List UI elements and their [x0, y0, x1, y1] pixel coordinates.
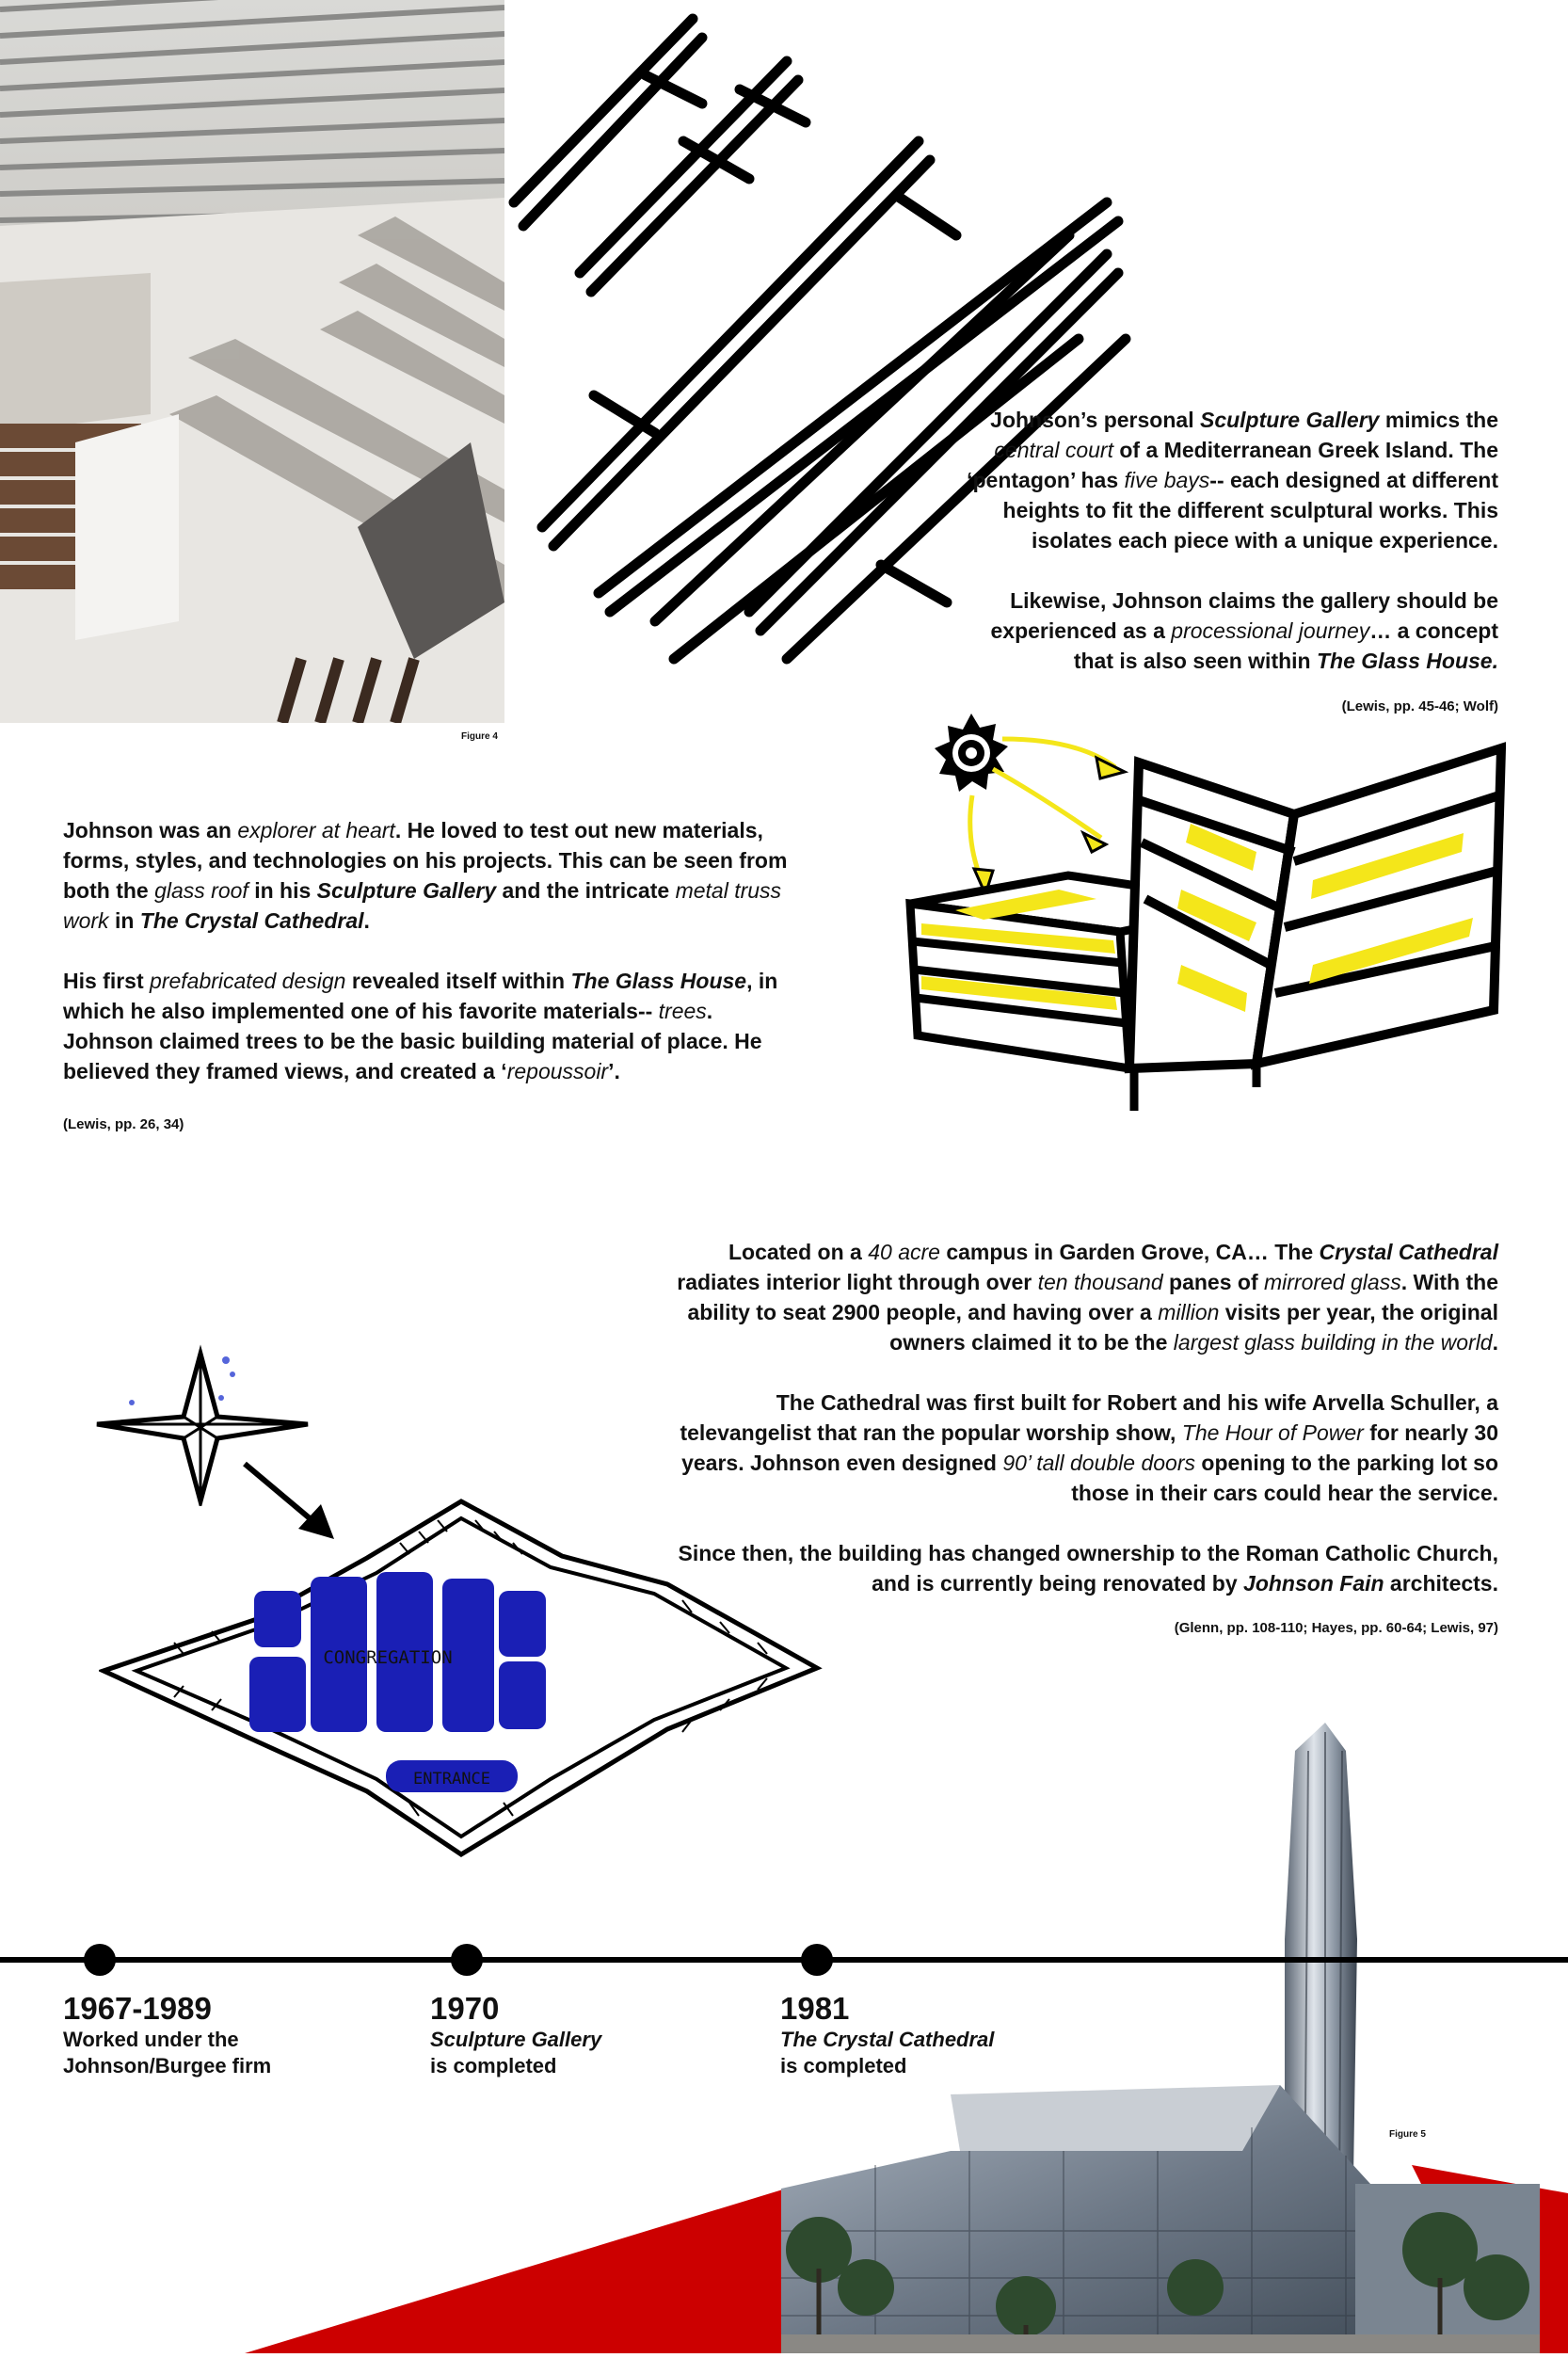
- cathedral-plan-sketch: [99, 1492, 824, 1859]
- text-run: 90’ tall double doors: [1002, 1451, 1195, 1475]
- text-run: that is also seen within: [1073, 649, 1317, 673]
- timeline-event: [430, 1991, 601, 2079]
- text-run: years. Johnson even designed: [681, 1451, 1003, 1475]
- sun-icon: [935, 714, 1008, 792]
- text-run: visits per year, the original: [1219, 1300, 1498, 1324]
- congregation-label: CONGREGATION: [323, 1647, 453, 1668]
- text-run: both the: [63, 878, 155, 903]
- text-run: million: [1158, 1300, 1220, 1324]
- text-run: Likewise, Johnson claims the gallery should be: [1010, 588, 1498, 613]
- text-run: .: [1492, 1330, 1498, 1355]
- text-run: The Hour of Power: [1181, 1420, 1364, 1445]
- text-run: architects.: [1384, 1571, 1498, 1596]
- timeline-line: [0, 1957, 1568, 1963]
- text-run: of a Mediterranean Greek Island. The: [1112, 438, 1498, 462]
- sun-gallery-sketch: [899, 711, 1506, 1120]
- text-run: metal truss: [675, 878, 782, 903]
- text-run: those in their cars could hear the service.: [1071, 1481, 1498, 1505]
- text-run: which he also implemented one of his favorite materials--: [63, 999, 659, 1023]
- sculpture-paragraph-2: [847, 585, 1498, 676]
- text-run: central court: [994, 438, 1113, 462]
- text-run: .: [363, 908, 370, 933]
- timeline-year: 1970: [430, 1991, 500, 2026]
- cathedral-paragraph-2: [565, 1388, 1498, 1508]
- text-run: televangelist that ran the popular worship show,: [680, 1420, 1182, 1445]
- explorer-text: [63, 815, 872, 1116]
- text-run: Sculpture Gallery: [430, 2028, 602, 2051]
- sculpture-citation: (Lewis, pp. 45-46; Wolf): [1341, 698, 1498, 714]
- explorer-paragraph-1: [63, 815, 872, 936]
- text-run: glass roof: [154, 878, 248, 903]
- timeline-year: 1981: [780, 1991, 850, 2026]
- text-run: Sculpture Gallery: [1199, 408, 1380, 432]
- text-run: -- each designed at different: [1209, 468, 1498, 492]
- figure-4-caption: Figure 4: [461, 731, 498, 742]
- sculpture-gallery-text: [847, 405, 1498, 706]
- text-run: trees: [658, 999, 707, 1023]
- text-run: in: [108, 908, 140, 933]
- timeline-desc: Worked under the: [63, 2028, 239, 2051]
- text-run: Located on a: [728, 1240, 869, 1264]
- text-run: . With the: [1400, 1270, 1498, 1294]
- text-run: 40 acre: [868, 1240, 940, 1264]
- text-run: His first: [63, 969, 151, 993]
- entrance-label: ENTRANCE: [413, 1770, 490, 1789]
- timeline-desc: is completed: [430, 2054, 557, 2077]
- timeline-desc: [430, 2027, 601, 2053]
- text-run: largest glass building in the world: [1173, 1330, 1493, 1355]
- text-run: The Crystal Cathedral: [780, 2028, 995, 2051]
- text-run: The Glass House.: [1316, 649, 1498, 673]
- cathedral-paragraph-1: [565, 1237, 1498, 1357]
- text-run: The Crystal Cathedral: [139, 908, 364, 933]
- text-run: , in: [746, 969, 778, 993]
- text-run: mirrored glass: [1264, 1270, 1401, 1294]
- gallery-photo: [0, 0, 504, 723]
- text-run: isolates each piece with a unique experience.: [1032, 528, 1498, 553]
- text-run: Johnson claimed trees to be the basic building material of place. He: [63, 1029, 762, 1053]
- text-run: Johnson was an: [63, 818, 238, 842]
- text-run: revealed itself within: [345, 969, 571, 993]
- text-run: . He loved to test out new materials,: [394, 818, 763, 842]
- text-run: opening to the parking lot so: [1195, 1451, 1498, 1475]
- text-run: owners claimed it to be the: [889, 1330, 1174, 1355]
- text-run: and is currently being renovated by: [872, 1571, 1244, 1596]
- text-run: panes of: [1162, 1270, 1264, 1294]
- text-run: Sculpture Gallery: [316, 878, 497, 903]
- text-run: .: [706, 999, 713, 1023]
- timeline-event: [780, 1991, 994, 2079]
- text-run: work: [63, 908, 109, 933]
- text-run: repoussoir: [506, 1059, 609, 1083]
- text-run: heights to fit the different sculptural works. This: [1002, 498, 1498, 522]
- timeline-dot-3: [801, 1944, 833, 1976]
- timeline-desc: is completed: [780, 2054, 907, 2077]
- explorer-citation: (Lewis, pp. 26, 34): [63, 1116, 184, 1132]
- text-run: experienced as a: [990, 618, 1172, 643]
- text-run: in his: [248, 878, 317, 903]
- sculpture-paragraph-1: [847, 405, 1498, 555]
- text-run: explorer at heart: [237, 818, 395, 842]
- cathedral-citation: (Glenn, pp. 108-110; Hayes, pp. 60-64; Lewis, 97): [1174, 1620, 1498, 1636]
- text-run: five bays: [1124, 468, 1210, 492]
- figure-5-caption: Figure 5: [1389, 2129, 1426, 2140]
- text-run: processional journey: [1171, 618, 1370, 643]
- text-run: campus in Garden Grove, CA… The: [939, 1240, 1320, 1264]
- text-run: ten thousand: [1037, 1270, 1163, 1294]
- timeline-dot-2: [451, 1944, 483, 1976]
- text-run: ’.: [608, 1059, 620, 1083]
- text-run: believed they framed views, and created a ‘: [63, 1059, 507, 1083]
- text-run: Johnson Fain: [1243, 1571, 1384, 1596]
- text-run: … a concept: [1369, 618, 1498, 643]
- text-run: mimics the: [1379, 408, 1498, 432]
- timeline-desc: [780, 2027, 994, 2053]
- text-run: and the intricate: [496, 878, 676, 903]
- text-run: Crystal Cathedral: [1319, 1240, 1498, 1264]
- timeline-event: [63, 1991, 271, 2079]
- timeline-desc: Johnson/Burgee firm: [63, 2054, 272, 2077]
- text-run: prefabricated design: [150, 969, 346, 993]
- explorer-paragraph-2: [63, 966, 872, 1086]
- text-run: forms, styles, and technologies on his projects. This can be seen from: [63, 848, 788, 873]
- text-run: Johnson’s personal: [990, 408, 1200, 432]
- timeline-year: 1967-1989: [63, 1991, 212, 2026]
- text-run: ability to seat 2900 people, and having over a: [687, 1300, 1159, 1324]
- text-run: radiates interior light through over: [677, 1270, 1038, 1294]
- text-run: for nearly 30: [1363, 1420, 1498, 1445]
- text-run: The Cathedral was first built for Robert and his wife Arvella Schuller, a: [776, 1390, 1498, 1415]
- text-run: Since then, the building has changed ownership to the Roman Catholic Church,: [678, 1541, 1498, 1565]
- text-run: ‘pentagon’ has: [967, 468, 1125, 492]
- text-run: The Glass House: [570, 969, 747, 993]
- timeline-dot-1: [84, 1944, 116, 1976]
